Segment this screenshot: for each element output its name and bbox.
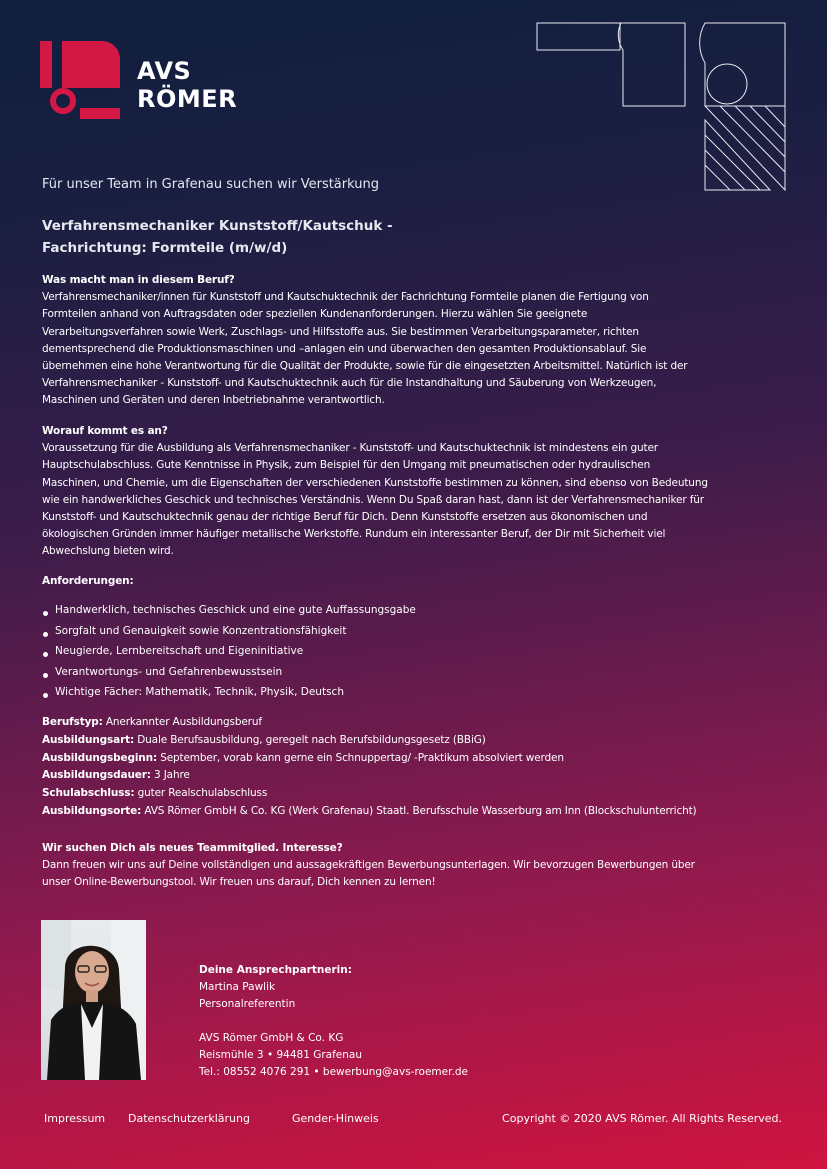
- paragraph-line: Maschinen, und Chemie, um die Eigenschaften der verschiedenen Kunststoffe bestimmen zu können, sind ebenso von Bedeutung: [42, 476, 708, 489]
- job-title-line-2: Fachrichtung: Formteile (m/w/d): [42, 240, 288, 256]
- contact-phone-email[interactable]: Tel.: 08552 4076 291 • bewerbung@avs-roemer.de: [199, 1066, 468, 1078]
- fact-row: [42, 785, 790, 803]
- fact-label: Ausbildungsorte:: [42, 804, 142, 817]
- paragraph-line: Verarbeitungsverfahren sowie Werk, Zuschlags- und Hilfsstoffe aus. Sie bestimmen Verarbeitungsparameter, richten: [42, 325, 639, 338]
- brand-name: [137, 57, 237, 113]
- section-heading: Worauf kommt es an?: [42, 425, 168, 437]
- fact-row: [42, 732, 790, 750]
- contact-name: Martina Pawlik: [199, 981, 276, 993]
- cta-heading: Wir suchen Dich als neues Teammitglied. Interesse?: [42, 842, 343, 854]
- fact-value: 3 Jahre: [150, 769, 190, 782]
- section-heading: Was macht man in diesem Beruf?: [42, 274, 235, 286]
- paragraph-line: wie ein handwerkliches Geschick und technisches Verständnis. Wenn Du Spaß daran hast, dann ist der Verfahrensmechaniker für: [42, 493, 704, 506]
- fact-row: [42, 803, 790, 821]
- paragraph-line: Abwechslung bieten wird.: [42, 545, 174, 558]
- requirement-item: Sorgfalt und Genauigkeit sowie Konzentrationsfähigkeit: [42, 621, 416, 642]
- fact-row: [42, 767, 790, 785]
- fact-value: guter Realschulabschluss: [134, 787, 268, 800]
- requirements-list: [42, 600, 416, 703]
- section-requirements: [42, 573, 790, 590]
- requirement-item: Handwerklich, technisches Geschick und eine gute Auffassungsgabe: [42, 600, 416, 621]
- paragraph-line: Formteilen anhand von Auftragsdaten oder speziellen Kundenanforderungen. Hierzu wählen Sie geeignete: [42, 308, 588, 321]
- copyright-text: Copyright © 2020 AVS Römer. All Rights Reserved.: [502, 1112, 782, 1125]
- paragraph-line: Verfahrensmechaniker - Kunststoff- und Kautschuktechnik auch für die Instandhaltung und Säuberung von Werkzeugen,: [42, 377, 657, 390]
- paragraph-line: Maschinen und Geräten und deren Inbetriebnahme verantwortlich.: [42, 394, 385, 407]
- contact-person-photo: [41, 920, 146, 1080]
- brand-line-1: AVS: [137, 57, 192, 85]
- job-title: [42, 215, 462, 259]
- paragraph-line: Dann freuen wir uns auf Deine vollständigen und aussagekräftigen Bewerbungsunterlagen. Wir bevorzugen Bewerbungen über: [42, 859, 695, 872]
- paragraph-line: Kunststoff- und Kautschuktechnik genau der richtige Beruf für Dich. Denn Kunststoffe ersetzen aus ökonomischen und: [42, 511, 648, 524]
- contact-block: [199, 962, 468, 1081]
- contact-address: Reismühle 3 • 94481 Grafenau: [199, 1049, 363, 1061]
- requirement-item: Wichtige Fächer: Mathematik, Technik, Physik, Deutsch: [42, 682, 416, 703]
- paragraph-line: Voraussetzung für die Ausbildung als Verfahrensmechaniker - Kunststoff- und Kautschuktechnik ist mindestens ein guter: [42, 442, 658, 455]
- paragraph-line: dementsprechend die Produktionsmaschinen und –anlagen ein und überwachen den gesamten Produktionsablauf. Sie: [42, 342, 647, 355]
- training-facts: [42, 714, 790, 821]
- job-title-line-1: Verfahrensmechaniker Kunststoff/Kautschuk -: [42, 218, 393, 234]
- impressum-link[interactable]: Impressum: [44, 1112, 106, 1125]
- decorative-outline-graphic: [535, 20, 787, 192]
- contact-heading: Deine Ansprechpartnerin:: [199, 964, 352, 976]
- section-job-description: [42, 272, 790, 410]
- person-portrait-icon: [41, 920, 146, 1080]
- gender-note-link[interactable]: Gender-Hinweis: [292, 1112, 379, 1125]
- contact-role: Personalreferentin: [199, 998, 296, 1010]
- fact-label: Ausbildungsdauer:: [42, 769, 151, 782]
- requirement-item: Verantwortungs- und Gefahrenbewusstsein: [42, 662, 416, 683]
- fact-label: Ausbildungsbeginn:: [42, 751, 157, 764]
- paragraph-line: übernehmen eine hohe Verantwortung für die Qualität der Produkte, sowie für die eingesetzten Arbeitsmittel. Natürlich ist der: [42, 360, 688, 373]
- fact-value: AVS Römer GmbH & Co. KG (Werk Grafenau) Staatl. Berufsschule Wasserburg am Inn (Blockschulunterricht): [141, 804, 697, 817]
- fact-row: [42, 750, 790, 768]
- section-heading: Anforderungen:: [42, 575, 134, 587]
- fact-label: Schulabschluss:: [42, 787, 135, 800]
- call-to-action: [42, 840, 790, 892]
- fact-value: Anerkannter Ausbildungsberuf: [102, 716, 262, 728]
- section-requirements-intro: [42, 423, 790, 561]
- intro-text: Für unser Team in Grafenau suchen wir Verstärkung: [42, 177, 379, 192]
- fact-label: Berufstyp:: [42, 716, 103, 728]
- paragraph-line: ökologischen Gründen immer häufiger metallische Werkstoffe. Rundum ein interessanter Beruf, der Dir mit Sicherheit viel: [42, 528, 666, 541]
- paragraph-line: Verfahrensmechaniker/innen für Kunststoff und Kautschuktechnik der Fachrichtung Formteile planen die Fertigung von: [42, 291, 649, 304]
- privacy-policy-link[interactable]: Datenschutzerklärung: [128, 1112, 250, 1125]
- fact-value: September, vorab kann gerne ein Schnuppertag/ -Praktikum absolviert werden: [157, 751, 564, 764]
- requirement-item: Neugierde, Lernbereitschaft und Eigeninitiative: [42, 641, 416, 662]
- brand-line-2: RÖMER: [137, 85, 238, 113]
- avs-roemer-logo-mark: [40, 41, 120, 119]
- paragraph-line: Hauptschulabschluss. Gute Kenntnisse in Physik, zum Beispiel für den Umgang mit pneumatischen oder hydraulischen: [42, 459, 651, 472]
- fact-row: [42, 714, 790, 732]
- fact-label: Ausbildungsart:: [42, 733, 135, 746]
- fact-value: Duale Berufsausbildung, geregelt nach Berufsbildungsgesetz (BBiG): [134, 733, 486, 746]
- paragraph-line: unser Online-Bewerbungstool. Wir freuen uns darauf, Dich kennen zu lernen!: [42, 876, 436, 889]
- contact-company: AVS Römer GmbH & Co. KG: [199, 1032, 344, 1044]
